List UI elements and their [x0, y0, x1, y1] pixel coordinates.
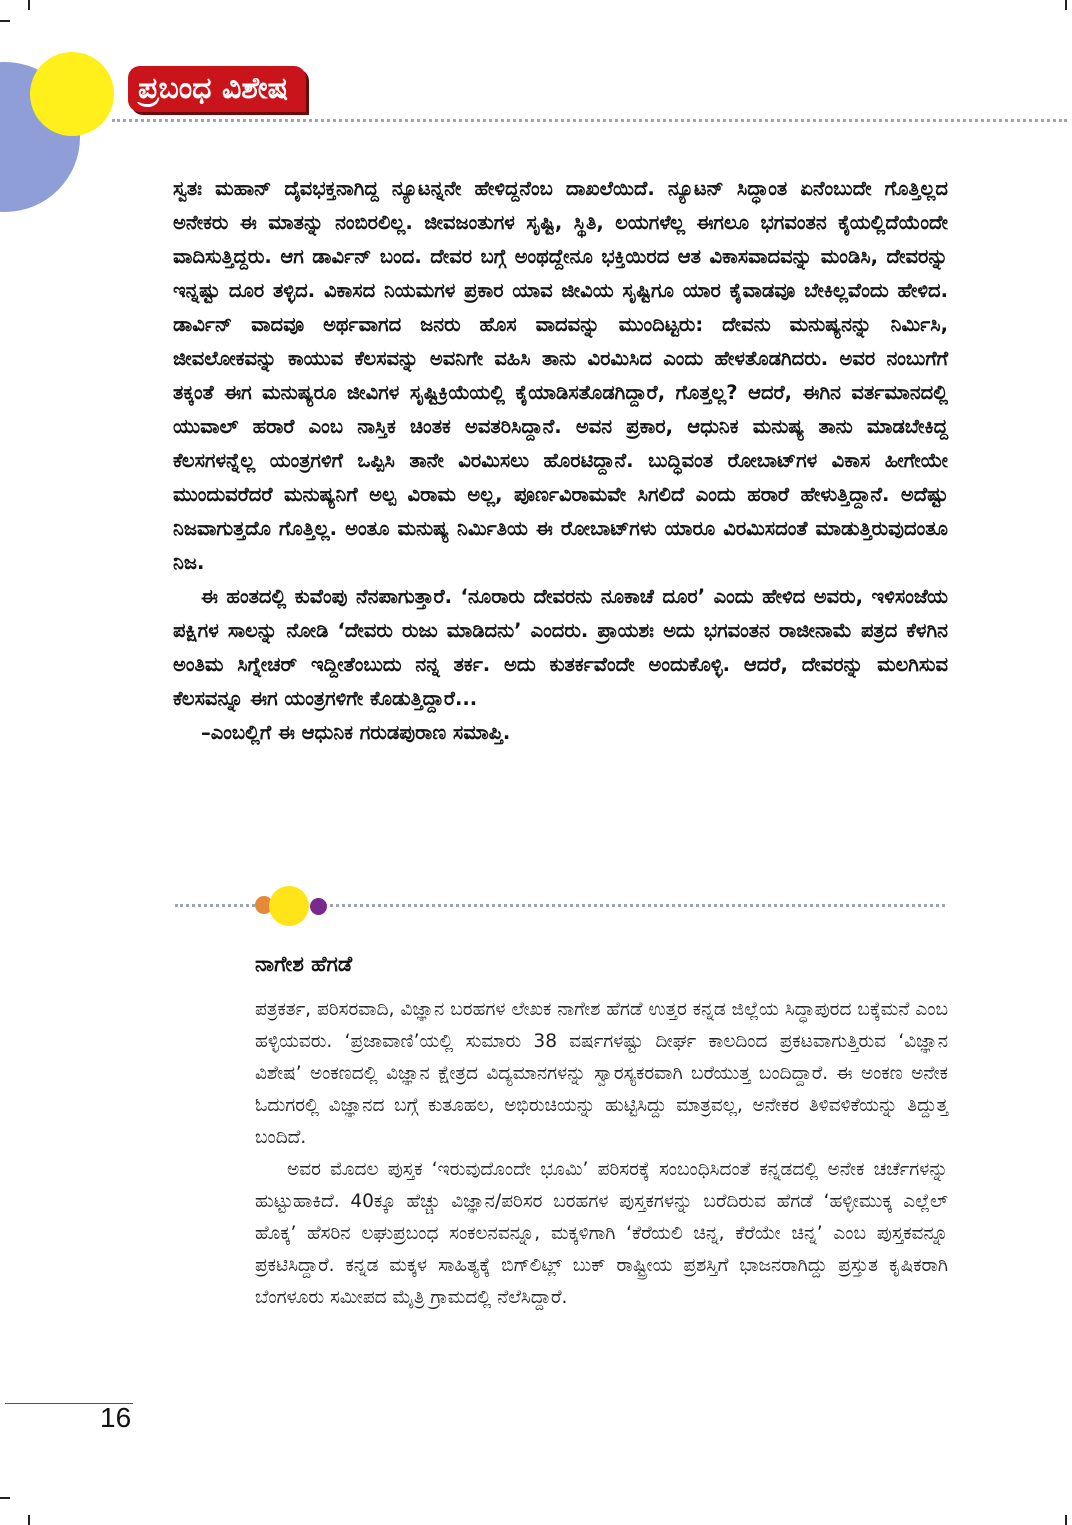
- section-title: ಪ್ರಬಂಧ ವಿಶೇಷ: [138, 71, 289, 106]
- article-paragraph: ಸ್ವತಃ ಮಹಾನ್ ದೈವಭಕ್ತನಾಗಿದ್ದ ನ್ಯೂಟನ್ನನೇ ಹೇಳಿದ್ದನೆಂಬ ದಾಖಲೆಯಿದೆ. ನ್ಯೂಟನ್ ಸಿದ್ಧಾಂತ ಏನೆಂಬುದೇ ಗೊತ್ತಿಲ್ಲದ ಅನೇಕರು ಈ ಮಾತನ್ನು ನಂಬಿರಲಿಲ್ಲ. ಜೀವಜಂತುಗಳ ಸೃಷ್ಟಿ, ಸ್ಥಿತಿ, ಲಯಗಳೆಲ್ಲ ಈಗಲೂ ಭಗವಂತನ ಕೈಯಲ್ಲಿದೆಯೆಂದೇ ವಾದಿಸುತ್ತಿದ್ದರು. ಆಗ ಡಾರ್ವಿನ್ ಬಂದ. ದೇವರ ಬಗ್ಗೆ ಅಂಥದ್ದೇನೂ ಭಕ್ತಿಯಿರದ ಆತ ವಿಕಾಸವಾದವನ್ನು ಮಂಡಿಸಿ, ದೇವರನ್ನು ಇನ್ನಷ್ಟು ದೂರ ತಳ್ಳಿದ. ವಿಕಾಸದ ನಿಯಮಗಳ ಪ್ರಕಾರ ಯಾವ ಜೀವಿಯ ಸೃಷ್ಟಿಗೂ ಯಾರ ಕೈವಾಡವೂ ಬೇಕಿಲ್ಲವೆಂದು ಹೇಳಿದ. ಡಾರ್ವಿನ್ ವಾದವೂ ಅರ್ಥವಾಗದ ಜನರು ಹೊಸ ವಾದವನ್ನು ಮುಂದಿಟ್ಟರು: ದೇವನು ಮನುಷ್ಯನನ್ನು ನಿರ್ಮಿಸಿ, ಜೀವಲೋಕವನ್ನು ಕಾಯುವ ಕೆಲಸವನ್ನು ಅವನಿಗೇ ವಹಿಸಿ ತಾನು ವಿರಮಿಸಿದ ಎಂದು ಹೇಳತೊಡಗಿದರು. ಅವರ ನಂಬುಗೆಗೆ ತಕ್ಕಂತೆ ಈಗ ಮನುಷ್ಯರೂ ಜೀವಿಗಳ ಸೃಷ್ಟಿಕ್ರಿಯೆಯಲ್ಲಿ ಕೈಯಾಡಿಸತೊಡಗಿದ್ದಾರೆ, ಗೊತ್ತಲ್ಲ? ಆದರೆ, ಈಗಿನ ವರ್ತಮಾನದಲ್ಲಿ ಯುವಾಲ್ ಹರಾರೆ ಎಂಬ ನಾಸ್ತಿಕ ಚಿಂತಕ ಅವತರಿಸಿದ್ದಾನೆ. ಅವನ ಪ್ರಕಾರ, ಆಧುನಿಕ ಮನುಷ್ಯ ತಾನು ಮಾಡಬೇಕಿದ್ದ ಕೆಲಸಗಳನ್ನೆಲ್ಲ ಯಂತ್ರಗಳಿಗೆ ಒಪ್ಪಿಸಿ ತಾನೇ ವಿರಮಿಸಲು ಹೊರಟಿದ್ದಾನೆ. ಬುದ್ಧಿವಂತ ರೋಬಾಟ್‌ಗಳ ವಿಕಾಸ ಹೀಗೇಯೇ ಮುಂದುವರೆದರೆ ಮನುಷ್ಯನಿಗೆ ಅಲ್ಪ ವಿರಾಮ ಅಲ್ಲ, ಪೂರ್ಣವಿರಾಮವೇ ಸಿಗಲಿದೆ ಎಂದು ಹರಾರೆ ಹೇಳುತ್ತಿದ್ದಾನೆ. ಅದೆಷ್ಟು ನಿಜವಾಗುತ್ತದೊ ಗೊತ್ತಿಲ್ಲ. ಅಂತೂ ಮನುಷ್ಯ ನಿರ್ಮಿತಿಯ ಈ ರೋಬಾಟ್‌ಗಳು ಯಾರೂ ವಿರಮಿಸದಂತೆ ಮಾಡುತ್ತಿರುವುದಂತೂ ನಿಜ.: [173, 177, 948, 574]
- section-separator: [175, 886, 945, 926]
- article-closing-line: –ಎಂಬಲ್ಲಿಗೆ ಈ ಆಧುನಿಕ ಗರುಡಪುರಾಣ ಸಮಾಪ್ತಿ.: [201, 721, 511, 744]
- author-bio: [255, 994, 948, 1314]
- header-dotted-rule: [112, 119, 1067, 122]
- page-number: 16: [100, 1402, 132, 1433]
- purple-dot: [310, 898, 327, 915]
- crop-mark: [0, 1497, 10, 1499]
- article-paragraph: ಈ ಹಂತದಲ್ಲಿ ಕುವೆಂಪು ನೆನಪಾಗುತ್ತಾರೆ. ‘ನೂರಾರು ದೇವರನು ನೂಕಾಚೆ ದೂರ’ ಎಂದು ಹೇಳಿದ ಅವರು, ಇಳಿಸಂಜೆಯ ಪಕ್ಷಿಗಳ ಸಾಲನ್ನು ನೋಡಿ ‘ದೇವರು ರುಜು ಮಾಡಿದನು’ ಎಂದರು. ಪ್ರಾಯಶಃ ಅದು ಭಗವಂತನ ರಾಜೀನಾಮೆ ಪತ್ರದ ಕೆಳಗಿನ ಅಂತಿಮ ಸಿಗ್ನೇಚರ್ ಇದ್ದೀತೆಂಬುದು ನನ್ನ ತರ್ಕ. ಅದು ಕುತರ್ಕವೆಂದೇ ಅಂದುಕೊಳ್ಳಿ. ಆದರೆ, ದೇವರನ್ನು ಮಲಗಿಸುವ ಕೆಲಸವನ್ನೂ ಈಗ ಯಂತ್ರಗಳಿಗೇ ಕೊಡುತ್ತಿದ್ದಾರೆ...: [173, 585, 948, 710]
- crop-mark: [1065, 1515, 1067, 1525]
- bio-paragraph: ಅವರ ಮೊದಲ ಪುಸ್ತಕ ‘ಇರುವುದೊಂದೇ ಭೂಮಿ’ ಪರಿಸರಕ್ಕೆ ಸಂಬಂಧಿಸಿದಂತೆ ಕನ್ನಡದಲ್ಲಿ ಅನೇಕ ಚರ್ಚೆಗಳನ್ನು ಹುಟ್ಟುಹಾಕಿದೆ. 40ಕ್ಕೂ ಹೆಚ್ಚು ವಿಜ್ಞಾನ/ಪರಿಸರ ಬರಹಗಳ ಪುಸ್ತಕಗಳನ್ನು ಬರೆದಿರುವ ಹೆಗಡೆ ‘ಹಳ್ಳೀಮುಕ್ಕ ಎಲ್ಲೆಲ್ ಹೊಕ್ಕ’ ಹೆಸರಿನ ಲಘುಪ್ರಬಂಧ ಸಂಕಲನವನ್ನೂ, ಮಕ್ಕಳಿಗಾಗಿ ‘ಕೆರೆಯಲಿ ಚಿನ್ನ, ಕೆರೆಯೇ ಚಿನ್ನ’ ಎಂಬ ಪುಸ್ತಕವನ್ನೂ ಪ್ರಕಟಿಸಿದ್ದಾರೆ. ಕನ್ನಡ ಮಕ್ಕಳ ಸಾಹಿತ್ಯಕ್ಕೆ ಬಿಗ್‌ಲಿಟ್ಲ್ ಬುಕ್ ರಾಷ್ಟ್ರೀಯ ಪ್ರಶಸ್ತಿಗೆ ಭಾಜನರಾಗಿದ್ದು ಪ್ರಸ್ತುತ ಕೃಷಿಕರಾಗಿ ಬೆಂಗಳೂರು ಸಮೀಪದ ಮೈತ್ರಿ ಗ್ರಾಮದಲ್ಲಿ ನೆಲೆಸಿದ್ದಾರೆ.: [255, 1159, 948, 1308]
- section-header-tab: [128, 66, 306, 112]
- author-name: ನಾಗೇಶ ಹೆಗಡೆ: [255, 952, 353, 976]
- crop-mark: [0, 20, 10, 22]
- bio-paragraph: ಪತ್ರಕರ್ತ, ಪರಿಸರವಾದಿ, ವಿಜ್ಞಾನ ಬರಹಗಳ ಲೇಖಕ ನಾಗೇಶ ಹೆಗಡೆ ಉತ್ತರ ಕನ್ನಡ ಜಿಲ್ಲೆಯ ಸಿದ್ಧಾಪುರದ ಬಕ್ಕೆಮನೆ ಎಂಬ ಹಳ್ಳಿಯವರು. ‘ಪ್ರಜಾವಾಣಿ’ಯಲ್ಲಿ ಸುಮಾರು 38 ವರ್ಷಗಳಷ್ಟು ದೀರ್ಘ ಕಾಲದಿಂದ ಪ್ರಕಟವಾಗುತ್ತಿರುವ ‘ವಿಜ್ಞಾನ ವಿಶೇಷ’ ಅಂಕಣದಲ್ಲಿ ವಿಜ್ಞಾನ ಕ್ಷೇತ್ರದ ವಿದ್ಯಮಾನಗಳನ್ನು ಸ್ವಾರಸ್ಯಕರವಾಗಿ ಬರೆಯುತ್ತ ಬಂದಿದ್ದಾರೆ. ಈ ಅಂಕಣ ಅನೇಕ ಓದುಗರಲ್ಲಿ ವಿಜ್ಞಾನದ ಬಗ್ಗೆ ಕುತೂಹಲ, ಅಭಿರುಚಿಯನ್ನು ಹುಟ್ಟಿಸಿದ್ದು ಮಾತ್ರವಲ್ಲ, ಅನೇಕರ ತಿಳಿವಳಿಕೆಯನ್ನು ತಿದ್ದುತ್ತ ಬಂದಿದೆ.: [255, 999, 948, 1148]
- crop-mark: [1065, 0, 1067, 10]
- crop-mark: [28, 1515, 30, 1525]
- crop-mark: [28, 0, 30, 10]
- article-body: [173, 172, 948, 750]
- decorative-yellow-circle: [30, 52, 114, 136]
- yellow-dot: [269, 886, 309, 926]
